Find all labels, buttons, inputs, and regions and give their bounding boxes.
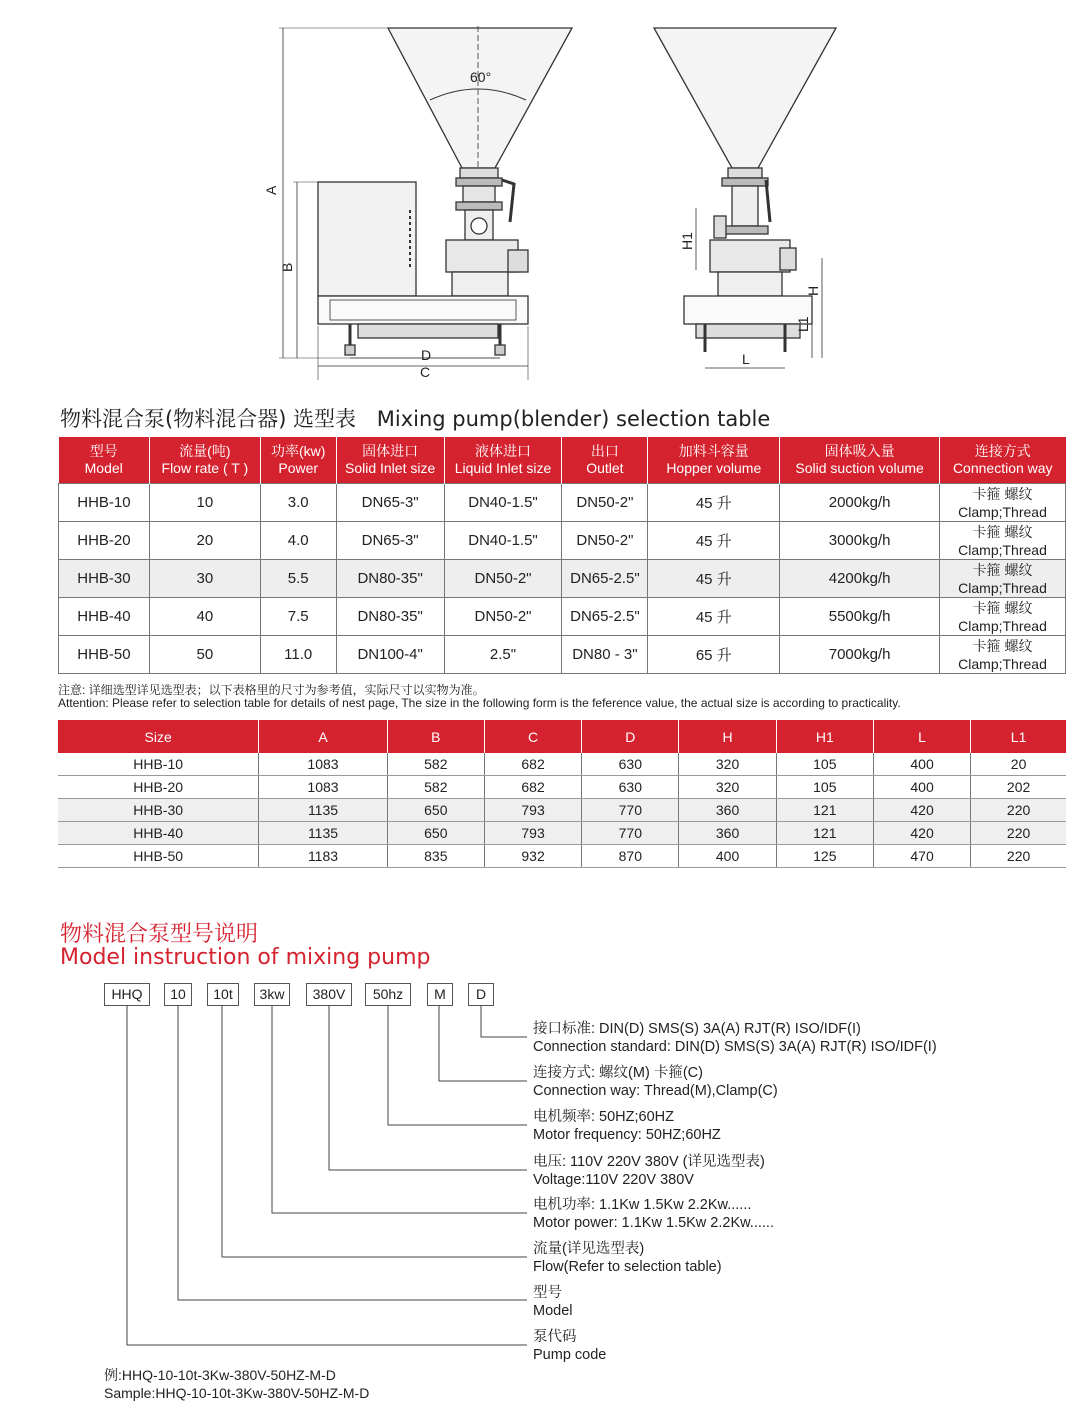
size-cell: 1135 — [259, 799, 387, 822]
desc-model: 型号 Model — [533, 1285, 573, 1319]
cell-suction: 4200kg/h — [780, 560, 940, 598]
table-row — [59, 598, 1066, 636]
size-table — [58, 720, 1066, 868]
size-cell: 360 — [679, 822, 776, 845]
header-model: 型号 Model — [59, 437, 150, 484]
size-cell: 400 — [679, 845, 776, 868]
table-row — [58, 799, 1066, 822]
header-outlet: 出口 Outlet — [562, 437, 648, 484]
code-connection-way: M — [427, 983, 453, 1006]
size-cell: 220 — [971, 822, 1066, 845]
table-row — [59, 636, 1066, 674]
selection-table-title — [60, 403, 770, 433]
cell-liquid: DN40-1.5" — [444, 484, 562, 522]
cell-outlet: DN80 - 3" — [562, 636, 648, 674]
size-cell: HHB-40 — [58, 822, 259, 845]
header-power: 功率(kw) Power — [260, 437, 336, 484]
cell-solid: DN80-35" — [336, 598, 444, 636]
cell-hopper: 45 升 — [648, 560, 780, 598]
size-cell: 125 — [776, 845, 873, 868]
table-row — [59, 484, 1066, 522]
cell-outlet: DN50-2" — [562, 484, 648, 522]
cell-suction: 5500kg/h — [780, 598, 940, 636]
code-voltage: 380V — [306, 983, 352, 1006]
code-flow: 10t — [207, 983, 239, 1006]
desc-motor-frequency: 电机频率: 50HZ;60HZ Motor frequency: 50HZ;60HZ — [533, 1109, 721, 1143]
selection-title-cn: 物料混合泵(物料混合器) 选型表 — [60, 407, 357, 431]
dim-h1-label: H1 — [679, 232, 695, 250]
cell-solid: DN65-3" — [336, 484, 444, 522]
size-cell: 582 — [387, 753, 484, 776]
table-row — [58, 822, 1066, 845]
cell-power: 7.5 — [260, 598, 336, 636]
size-cell: 770 — [582, 822, 679, 845]
size-cell: 420 — [873, 822, 970, 845]
cell-outlet: DN65-2.5" — [562, 598, 648, 636]
size-cell: 202 — [971, 776, 1066, 799]
size-cell: 1183 — [259, 845, 387, 868]
cell-hopper: 45 升 — [648, 484, 780, 522]
dim-c-label: C — [420, 364, 431, 380]
dim-b-label: B — [279, 262, 295, 272]
desc-voltage: 电压: 110V 220V 380V (详见选型表) Voltage:110V 220V 380V — [533, 1154, 765, 1188]
cell-suction: 3000kg/h — [780, 522, 940, 560]
cell-flow: 30 — [149, 560, 260, 598]
cell-model: HHB-20 — [59, 522, 150, 560]
dim-d-label: D — [421, 347, 432, 363]
size-cell: 1083 — [259, 776, 387, 799]
cell-power: 4.0 — [260, 522, 336, 560]
code-power: 3kw — [254, 983, 290, 1006]
cell-suction: 7000kg/h — [780, 636, 940, 674]
table-row — [59, 522, 1066, 560]
size-cell: 360 — [679, 799, 776, 822]
size-header-l1: L1 — [971, 720, 1066, 753]
cell-model: HHB-40 — [59, 598, 150, 636]
cell-liquid: 2.5" — [444, 636, 562, 674]
size-cell: 1083 — [259, 753, 387, 776]
size-cell: HHB-20 — [58, 776, 259, 799]
size-cell: 932 — [484, 845, 581, 868]
table-row — [58, 845, 1066, 868]
code-model: 10 — [164, 983, 192, 1006]
cell-liquid: DN40-1.5" — [444, 522, 562, 560]
cell-solid: DN100-4" — [336, 636, 444, 674]
cell-flow: 10 — [149, 484, 260, 522]
desc-connection-way: 连接方式: 螺纹(M) 卡箍(C) Connection way: Thread(M),Clamp(C) — [533, 1065, 778, 1099]
size-cell: 870 — [582, 845, 679, 868]
cell-flow: 40 — [149, 598, 260, 636]
header-flow-rate: 流量(吨) Flow rate ( T ) — [149, 437, 260, 484]
table-row — [58, 776, 1066, 799]
desc-motor-power: 电机功率: 1.1Kw 1.5Kw 2.2Kw...... Motor power: 1.1Kw 1.5Kw 2.2Kw...... — [533, 1197, 774, 1231]
header-hopper-volume: 加料斗容量 Hopper volume — [648, 437, 780, 484]
size-cell: 400 — [873, 776, 970, 799]
header-solid-suction: 固体吸入量 Solid suction volume — [780, 437, 940, 484]
size-cell: 630 — [582, 753, 679, 776]
size-header-a: A — [259, 720, 387, 753]
cell-connection: 卡箍 螺纹 Clamp;Thread — [940, 522, 1066, 560]
size-cell: HHB-30 — [58, 799, 259, 822]
cell-liquid: DN50-2" — [444, 560, 562, 598]
cell-hopper: 45 升 — [648, 522, 780, 560]
dim-l1-label: L1 — [795, 316, 811, 332]
selection-header-row — [59, 437, 1066, 484]
code-connection-standard: D — [468, 983, 494, 1006]
desc-connection-standard: 接口标准: DIN(D) SMS(S) 3A(A) RJT(R) ISO/IDF(I) Connection standard: DIN(D) SMS(S) 3A(A) RJT(R) ISO/IDF(I) — [533, 1021, 937, 1055]
header-connection-way: 连接方式 Connection way — [940, 437, 1066, 484]
size-cell: 682 — [484, 753, 581, 776]
size-header-h: H — [679, 720, 776, 753]
cell-model: HHB-30 — [59, 560, 150, 598]
cell-power: 11.0 — [260, 636, 336, 674]
cell-power: 5.5 — [260, 560, 336, 598]
cell-model: HHB-50 — [59, 636, 150, 674]
angle-label: 60° — [470, 69, 492, 85]
dim-h-label: H — [805, 285, 821, 296]
size-cell: 650 — [387, 799, 484, 822]
size-cell: 400 — [873, 753, 970, 776]
size-cell: 650 — [387, 822, 484, 845]
size-cell: 470 — [873, 845, 970, 868]
model-instruction-title-cn: 物料混合泵型号说明 — [60, 922, 259, 947]
cell-hopper: 45 升 — [648, 598, 780, 636]
cell-flow: 20 — [149, 522, 260, 560]
size-header-l: L — [873, 720, 970, 753]
sample-cn: 例:HHQ-10-10t-3Kw-380V-50HZ-M-D — [104, 1367, 336, 1383]
size-cell: 630 — [582, 776, 679, 799]
size-cell: 793 — [484, 822, 581, 845]
size-cell: 220 — [971, 845, 1066, 868]
cell-solid: DN80-35" — [336, 560, 444, 598]
selection-table — [58, 437, 1066, 674]
selection-title-en: Mixing pump(blender) selection table — [376, 407, 771, 431]
size-cell: 220 — [971, 799, 1066, 822]
pump-technical-drawing — [0, 0, 1080, 390]
sample-en: Sample:HHQ-10-10t-3Kw-380V-50HZ-M-D — [104, 1385, 370, 1401]
size-cell: 121 — [776, 822, 873, 845]
code-pump: HHQ — [104, 983, 150, 1006]
cell-connection: 卡箍 螺纹 Clamp;Thread — [940, 484, 1066, 522]
size-cell: 582 — [387, 776, 484, 799]
cell-connection: 卡箍 螺纹 Clamp;Thread — [940, 598, 1066, 636]
size-header-row — [58, 720, 1066, 753]
header-solid-inlet: 固体进口 Solid Inlet size — [336, 437, 444, 484]
note-cn: 注意: 详细选型详见选型表；以下表格里的尺寸为参考值，实际尺寸以实物为准。 — [58, 683, 485, 697]
size-cell: 320 — [679, 776, 776, 799]
cell-liquid: DN50-2" — [444, 598, 562, 636]
front-view — [279, 26, 572, 380]
size-header-c: C — [484, 720, 581, 753]
size-cell: 121 — [776, 799, 873, 822]
desc-flow: 流量(详见选型表) Flow(Refer to selection table) — [533, 1241, 722, 1275]
size-header-size: Size — [58, 720, 259, 753]
size-cell: HHB-10 — [58, 753, 259, 776]
size-header-d: D — [582, 720, 679, 753]
size-header-h1: H1 — [776, 720, 873, 753]
size-cell: 1135 — [259, 822, 387, 845]
dim-l-label: L — [742, 351, 750, 367]
cell-model: HHB-10 — [59, 484, 150, 522]
cell-power: 3.0 — [260, 484, 336, 522]
size-cell: 20 — [971, 753, 1066, 776]
cell-outlet: DN65-2.5" — [562, 560, 648, 598]
size-cell: HHB-50 — [58, 845, 259, 868]
dim-a-label: A — [263, 185, 279, 195]
note-en: Attention: Please refer to selection table for details of nest page, The size in the following form is the feference value, the actual size is according to practicality. — [58, 696, 901, 710]
table-row — [58, 753, 1066, 776]
cell-connection: 卡箍 螺纹 Clamp;Thread — [940, 636, 1066, 674]
size-cell: 105 — [776, 776, 873, 799]
desc-pump-code: 泵代码 Pump code — [533, 1329, 607, 1363]
model-sample — [104, 1366, 369, 1402]
size-cell: 770 — [582, 799, 679, 822]
model-instruction-title-en: Model instruction of mixing pump — [60, 945, 431, 970]
size-cell: 835 — [387, 845, 484, 868]
size-cell: 105 — [776, 753, 873, 776]
size-cell: 682 — [484, 776, 581, 799]
size-cell: 420 — [873, 799, 970, 822]
cell-solid: DN65-3" — [336, 522, 444, 560]
header-liquid-inlet: 液体进口 Liquid Inlet size — [444, 437, 562, 484]
cell-suction: 2000kg/h — [780, 484, 940, 522]
size-cell: 320 — [679, 753, 776, 776]
table-row — [59, 560, 1066, 598]
cell-hopper: 65 升 — [648, 636, 780, 674]
code-frequency: 50hz — [365, 983, 411, 1006]
size-header-b: B — [387, 720, 484, 753]
size-cell: 793 — [484, 799, 581, 822]
cell-outlet: DN50-2" — [562, 522, 648, 560]
cell-connection: 卡箍 螺纹 Clamp;Thread — [940, 560, 1066, 598]
cell-flow: 50 — [149, 636, 260, 674]
